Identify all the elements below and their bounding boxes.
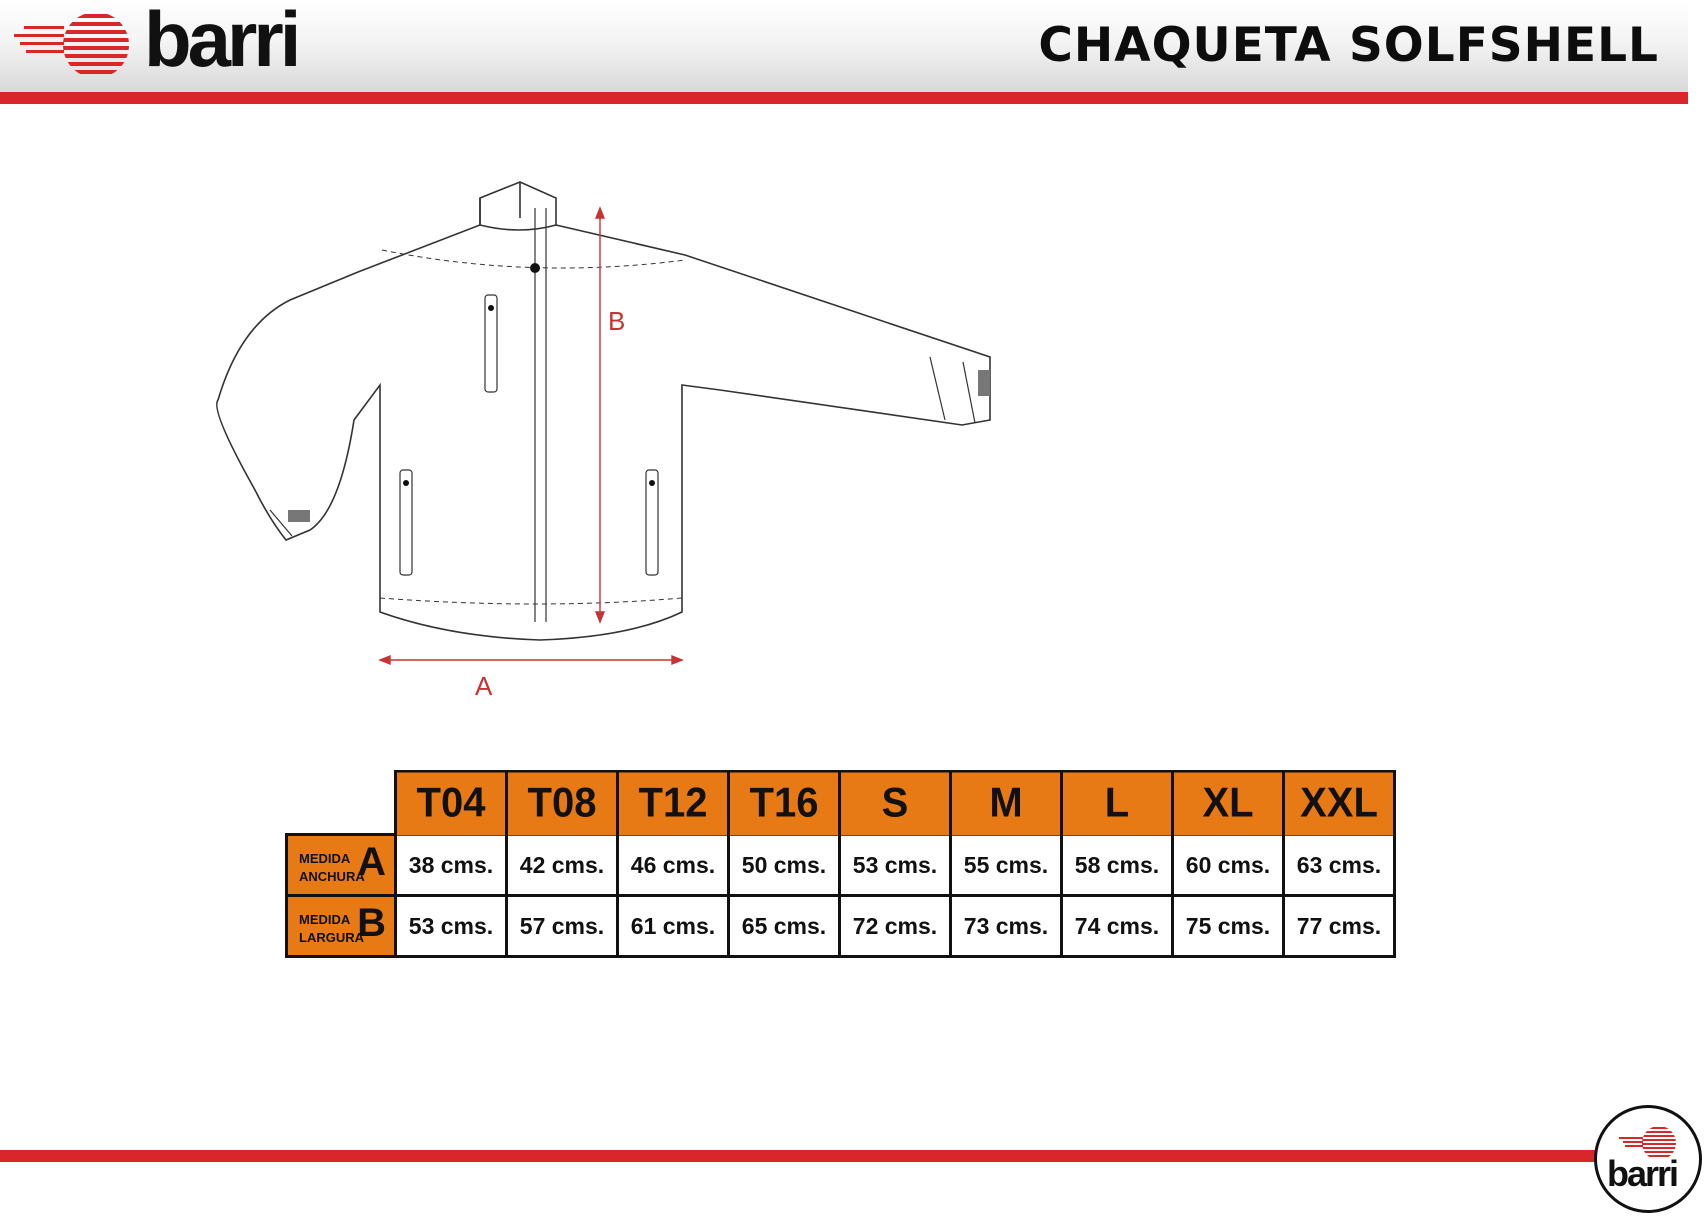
table-cell: 74 cms. bbox=[1062, 896, 1173, 957]
measure-a-label: A bbox=[475, 671, 493, 700]
row-letter: B bbox=[357, 901, 386, 945]
table-cell: 77 cms. bbox=[1284, 896, 1395, 957]
size-header: T12 bbox=[618, 770, 729, 836]
footer-logo bbox=[1594, 1105, 1702, 1213]
row-label-line2: ANCHURA bbox=[299, 869, 365, 884]
table-row-a bbox=[287, 835, 1395, 896]
table-cell: 73 cms. bbox=[951, 896, 1062, 957]
table-cell: 72 cms. bbox=[840, 896, 951, 957]
right-cuff bbox=[930, 357, 975, 423]
row-label-line1: MEDIDA bbox=[299, 851, 351, 866]
size-header: XXL bbox=[1284, 770, 1395, 836]
size-header: M bbox=[951, 770, 1062, 836]
size-header-row bbox=[287, 772, 1395, 835]
table-cell: 57 cms. bbox=[507, 896, 618, 957]
table-cell: 38 cms. bbox=[396, 835, 507, 896]
size-header: S bbox=[840, 770, 951, 836]
jacket-diagram bbox=[200, 180, 1000, 700]
jacket-body-outline bbox=[217, 182, 990, 640]
logo-wordmark: barri bbox=[144, 0, 298, 83]
measure-b-label: B bbox=[608, 306, 626, 336]
page-title: CHAQUETA SOLFSHELL bbox=[1038, 18, 1659, 73]
row-label-line1: MEDIDA bbox=[299, 912, 351, 927]
row-letter: A bbox=[357, 840, 386, 884]
table-cell: 60 cms. bbox=[1173, 835, 1284, 896]
table-cell: 58 cms. bbox=[1062, 835, 1173, 896]
row-label-line2: LARGURA bbox=[299, 930, 364, 945]
size-header: T08 bbox=[507, 770, 618, 836]
size-header: T04 bbox=[396, 770, 507, 836]
table-cell: 53 cms. bbox=[396, 896, 507, 957]
header-red-line bbox=[0, 92, 1688, 104]
row-header-b bbox=[287, 896, 396, 957]
table-cell: 75 cms. bbox=[1173, 896, 1284, 957]
table-cell: 61 cms. bbox=[618, 896, 729, 957]
brand-logo bbox=[14, 0, 298, 84]
jacket-collar bbox=[480, 182, 556, 230]
table-cell: 65 cms. bbox=[729, 896, 840, 957]
table-cell: 50 cms. bbox=[729, 835, 840, 896]
size-header: T16 bbox=[729, 770, 840, 836]
size-chart-table bbox=[285, 770, 1396, 958]
table-cell: 55 cms. bbox=[951, 835, 1062, 896]
jacket-hem bbox=[380, 598, 682, 604]
footer-red-line bbox=[0, 1150, 1612, 1162]
size-header: L bbox=[1062, 770, 1173, 836]
table-cell: 53 cms. bbox=[840, 835, 951, 896]
table-row-b bbox=[287, 896, 1395, 957]
table-cell: 42 cms. bbox=[507, 835, 618, 896]
table-cell: 46 cms. bbox=[618, 835, 729, 896]
footer-logo-wordmark: barri bbox=[1607, 1153, 1678, 1194]
row-header-a bbox=[287, 835, 396, 896]
table-cell: 63 cms. bbox=[1284, 835, 1395, 896]
logo-stripes-icon bbox=[14, 12, 134, 78]
size-header: XL bbox=[1173, 770, 1284, 836]
table-corner bbox=[287, 772, 396, 835]
